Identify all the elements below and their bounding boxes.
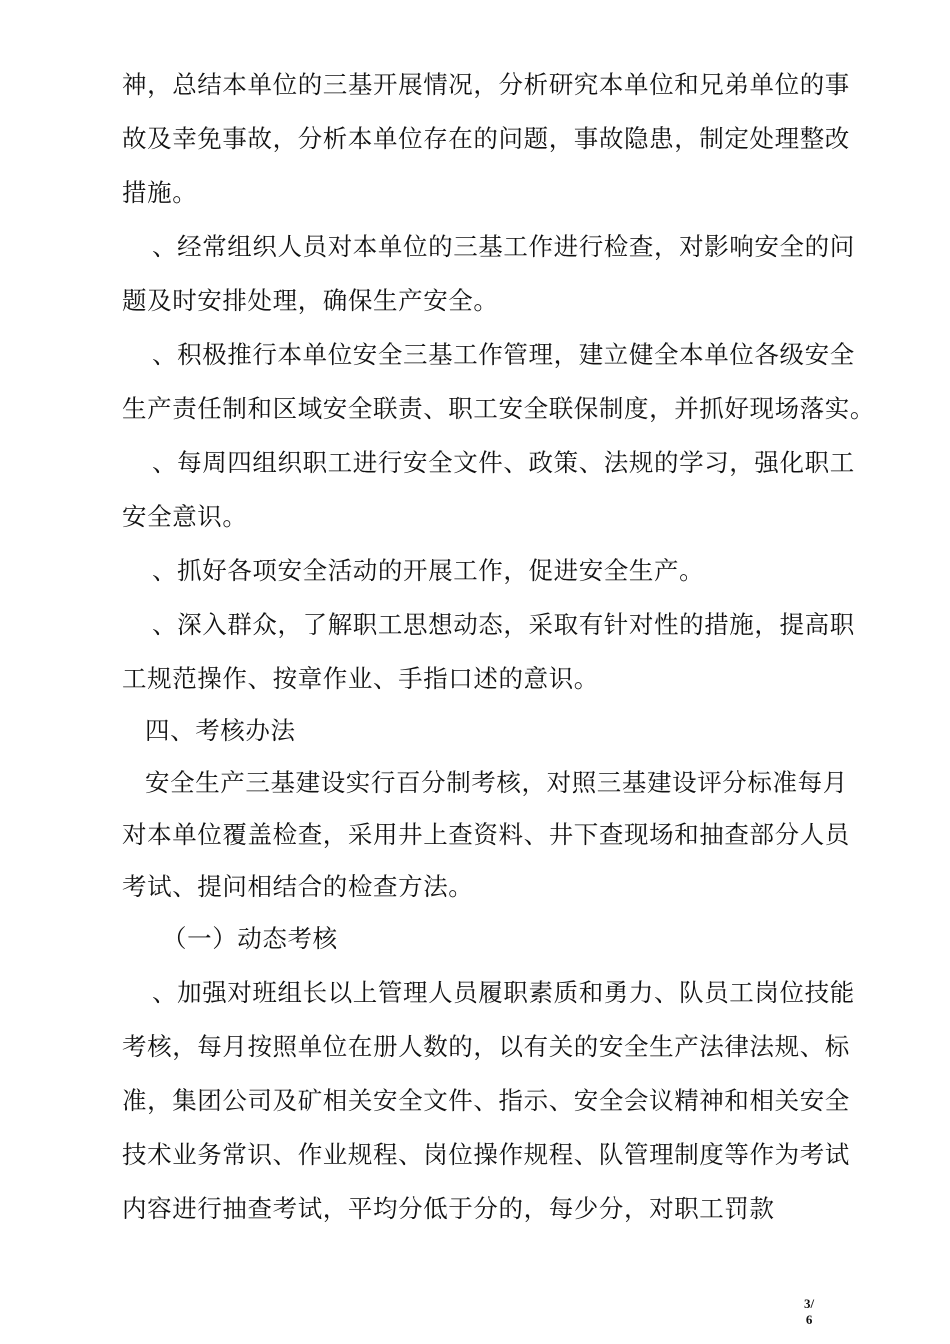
dynamic-paragraph-line-5: 内容进行抽查考试，平均分低于分的，每少分，对职工罚款 — [122, 1194, 775, 1223]
dynamic-paragraph-line-4: 技术业务常识、作业规程、岗位操作规程、队管理制度等作为考试 — [122, 1140, 850, 1169]
assessment-paragraph-line-1: 安全生产三基建设实行百分制考核，对照三基建设评分标准每月 — [145, 768, 848, 797]
list-item-inspection-line-2: 题及时安排处理，确保生产安全。 — [122, 286, 499, 315]
section-heading-assessment: 四、考核办法 — [145, 716, 296, 745]
list-item-activities: 、抓好各项安全活动的开展工作，促进安全生产。 — [152, 556, 705, 585]
dynamic-paragraph-line-2: 考核，每月按照单位在册人数的，以有关的安全生产法律法规、标 — [122, 1032, 850, 1061]
text-line-2: 故及幸免事故，分析本单位存在的问题，事故隐患，制定处理整改 — [122, 124, 850, 153]
list-item-masses-line-2: 工规范操作、按章作业、手指口述的意识。 — [122, 664, 599, 693]
list-item-management-line-1: 、积极推行本单位安全三基工作管理，建立健全本单位各级安全 — [152, 340, 855, 369]
assessment-paragraph-line-3: 考试、提问相结合的检查方法。 — [122, 872, 474, 901]
dynamic-paragraph-line-1: 、加强对班组长以上管理人员履职素质和勇力、队员工岗位技能 — [152, 978, 855, 1007]
list-item-inspection-line-1: 、经常组织人员对本单位的三基工作进行检查，对影响安全的问 — [152, 232, 855, 261]
list-item-study-line-2: 安全意识。 — [122, 502, 248, 531]
page-number-top: 3/ — [804, 1296, 815, 1311]
text-line-3: 措施。 — [122, 178, 198, 207]
page-number-bottom: 6 — [805, 1312, 813, 1327]
list-item-masses-line-1: 、深入群众，了解职工思想动态，采取有针对性的措施，提高职 — [152, 610, 855, 639]
subsection-heading-dynamic: （一）动态考核 — [162, 924, 338, 953]
assessment-paragraph-line-2: 对本单位覆盖检查，采用井上查资料、井下查现场和抽查部分人员 — [122, 820, 850, 849]
page-number — [804, 1296, 814, 1328]
dynamic-paragraph-line-3: 准，集团公司及矿相关安全文件、指示、安全会议精神和相关安全 — [122, 1086, 850, 1115]
text-line-1: 神，总结本单位的三基开展情况，分析研究本单位和兄弟单位的事 — [122, 70, 850, 99]
list-item-management-line-2: 生产责任制和区域安全联责、职工安全联保制度，并抓好现场落实。 — [122, 394, 875, 423]
list-item-study-line-1: 、每周四组织职工进行安全文件、政策、法规的学习，强化职工 — [152, 448, 855, 477]
